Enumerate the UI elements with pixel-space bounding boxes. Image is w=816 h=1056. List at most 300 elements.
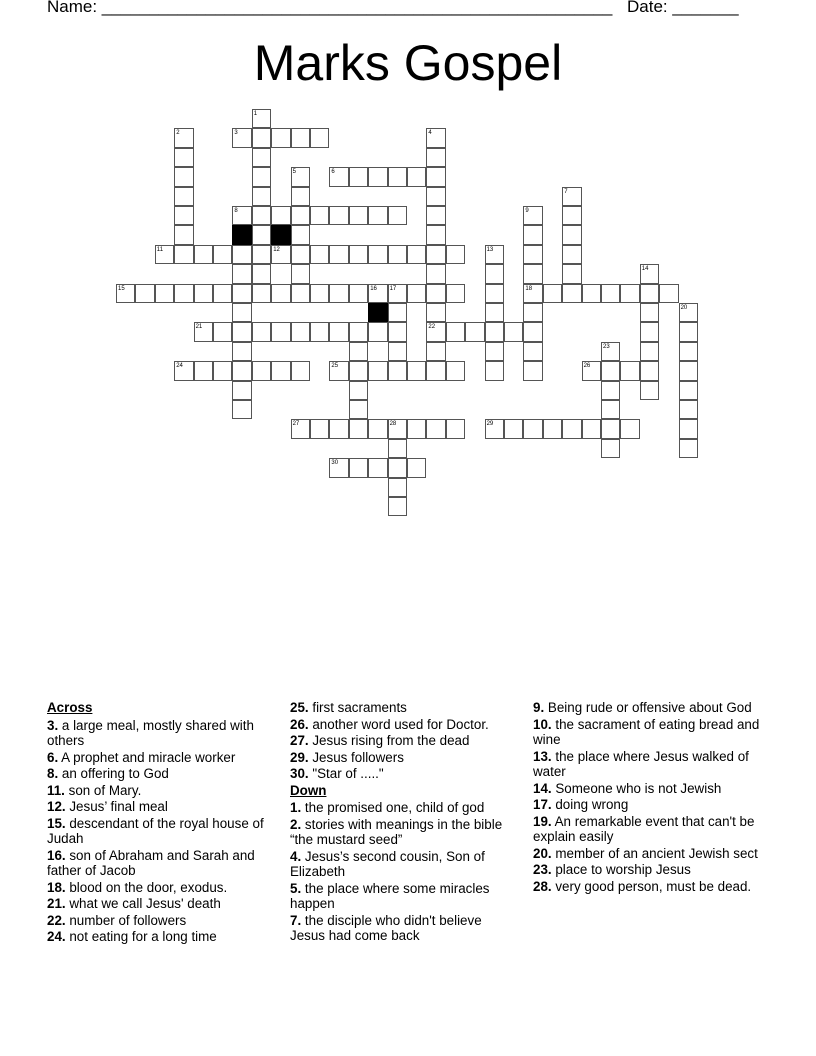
clue-item — [290, 733, 520, 749]
clue-number: 23 — [603, 343, 610, 350]
across-heading: Across — [47, 700, 93, 715]
clue-item — [47, 783, 277, 799]
grid-cell[interactable] — [523, 303, 542, 322]
clue-text: son of Mary. — [68, 782, 142, 798]
clue-text: what we call Jesus' death — [69, 896, 221, 911]
grid-cell[interactable] — [291, 245, 310, 264]
grid-cell[interactable] — [620, 361, 639, 380]
grid-cell[interactable] — [329, 458, 348, 477]
clue-item — [47, 913, 277, 929]
grid-cell[interactable] — [349, 400, 368, 419]
clue-item — [290, 800, 520, 816]
grid-cell[interactable] — [388, 439, 407, 458]
grid-cell[interactable] — [659, 284, 678, 303]
clue-text: Jesus followers — [312, 749, 404, 765]
clue-item — [47, 896, 277, 912]
grid-cell[interactable] — [388, 458, 407, 477]
grid-cell[interactable] — [291, 284, 310, 303]
grid-cell[interactable] — [329, 419, 348, 438]
grid-cell[interactable] — [485, 264, 504, 283]
grid-cell[interactable] — [640, 284, 659, 303]
clue-number: 16 — [370, 285, 377, 292]
grid-cell[interactable] — [485, 342, 504, 361]
grid-cell[interactable] — [252, 245, 271, 264]
grid-cell[interactable] — [310, 419, 329, 438]
grid-cell[interactable] — [213, 361, 232, 380]
clue-number: 18 — [525, 285, 533, 292]
clues-column-3 — [533, 700, 768, 895]
grid-cell[interactable] — [388, 322, 407, 341]
grid-cell[interactable] — [271, 206, 290, 225]
grid-cell[interactable] — [252, 148, 271, 167]
grid-cell[interactable] — [252, 109, 271, 128]
grid-cell[interactable] — [368, 167, 387, 186]
page-title: Marks Gospel — [253, 35, 563, 91]
clue-number-label: 21. — [47, 896, 66, 911]
grid-cell[interactable] — [504, 322, 523, 341]
clue-number: 21 — [195, 324, 203, 331]
clue-number-label: 18. — [47, 879, 66, 895]
grid-cell[interactable] — [213, 245, 232, 264]
clue-text: "Star of ....." — [312, 766, 384, 781]
clue-text: first sacraments — [312, 700, 407, 715]
clue-item — [533, 879, 768, 895]
clue-text: Jesus’s second cousin, Son of Elizabeth — [290, 848, 485, 879]
grid-cell[interactable] — [310, 284, 329, 303]
grid-cell[interactable] — [329, 361, 348, 380]
grid-cell[interactable] — [329, 322, 348, 341]
clue-number-label: 26. — [290, 716, 309, 732]
grid-cell[interactable] — [388, 342, 407, 361]
grid-cell[interactable] — [291, 322, 310, 341]
clue-text: doing wrong — [555, 797, 629, 812]
grid-cell[interactable] — [640, 381, 659, 400]
clue-text: Someone who is not Jewish — [555, 780, 722, 796]
clue-number: 6 — [331, 169, 335, 176]
clue-text: an offering to God — [61, 766, 169, 781]
grid-cell[interactable] — [640, 264, 659, 283]
grid-cell[interactable] — [252, 264, 271, 283]
clue-number-label: 5. — [290, 880, 302, 896]
clue-item — [533, 797, 768, 813]
grid-cell[interactable] — [601, 419, 620, 438]
clue-item — [533, 749, 768, 780]
grid-cell[interactable] — [368, 245, 387, 264]
grid-cell[interactable] — [232, 128, 251, 147]
grid-cell[interactable] — [310, 322, 329, 341]
grid-cell[interactable] — [446, 284, 465, 303]
grid-cell[interactable] — [174, 225, 193, 244]
clue-number: 15 — [118, 285, 125, 292]
grid-cell[interactable] — [388, 361, 407, 380]
clue-number-label: 13. — [533, 748, 552, 764]
grid-cell[interactable] — [407, 167, 426, 186]
clue-item — [47, 799, 277, 815]
grid-cell[interactable] — [426, 187, 445, 206]
clue-item — [47, 848, 277, 879]
grid-cell[interactable] — [446, 419, 465, 438]
grid-cell[interactable] — [523, 264, 542, 283]
grid-cell[interactable] — [271, 128, 290, 147]
clue-item — [290, 913, 520, 944]
grid-cell[interactable] — [620, 419, 639, 438]
clue-number-label: 3. — [47, 717, 59, 733]
grid-cell[interactable] — [213, 322, 232, 341]
clue-number: 22 — [428, 324, 436, 331]
grid-cell[interactable] — [562, 245, 581, 264]
grid-cell[interactable] — [582, 419, 601, 438]
clue-item — [533, 814, 768, 845]
grid-cell[interactable] — [271, 284, 290, 303]
grid-cell[interactable] — [679, 322, 698, 341]
grid-cell[interactable] — [252, 361, 271, 380]
grid-cell[interactable] — [388, 497, 407, 516]
grid-cell[interactable] — [407, 361, 426, 380]
clue-text: the place where Jesus walked of water — [533, 748, 749, 779]
grid-cell[interactable] — [291, 206, 310, 225]
clue-number-label: 16. — [47, 847, 66, 863]
grid-cell[interactable] — [388, 284, 407, 303]
grid-cell[interactable] — [426, 322, 445, 341]
grid-cell[interactable] — [523, 225, 542, 244]
clue-item — [47, 766, 277, 782]
grid-cell[interactable] — [368, 419, 387, 438]
grid-cell[interactable] — [135, 284, 154, 303]
grid-cell[interactable] — [426, 245, 445, 264]
grid-cell[interactable] — [601, 381, 620, 400]
grid-cell[interactable] — [291, 167, 310, 186]
grid-cell[interactable] — [310, 245, 329, 264]
grid-cell[interactable] — [426, 284, 445, 303]
clue-text: number of followers — [69, 912, 187, 928]
grid-cell[interactable] — [446, 322, 465, 341]
grid-cell[interactable] — [194, 245, 213, 264]
grid-cell[interactable] — [252, 322, 271, 341]
grid-cell[interactable] — [426, 361, 445, 380]
grid-cell[interactable] — [601, 284, 620, 303]
grid-cell[interactable] — [426, 342, 445, 361]
grid-cell[interactable] — [349, 167, 368, 186]
grid-cell[interactable] — [388, 245, 407, 264]
grid-cell[interactable] — [174, 284, 193, 303]
grid-cell[interactable] — [523, 206, 542, 225]
grid-cell-black — [232, 225, 251, 244]
clue-number-label: 9. — [533, 700, 545, 715]
clue-number-label: 6. — [47, 749, 59, 765]
clue-item — [47, 880, 277, 896]
grid-cell[interactable] — [368, 361, 387, 380]
grid-cell[interactable] — [368, 458, 387, 477]
grid-cell[interactable] — [349, 284, 368, 303]
grid-cell[interactable] — [232, 284, 251, 303]
grid-cell[interactable] — [349, 206, 368, 225]
grid-cell[interactable] — [640, 303, 659, 322]
grid-cell[interactable] — [174, 148, 193, 167]
grid-cell[interactable] — [679, 342, 698, 361]
clue-item — [290, 717, 520, 733]
grid-cell[interactable] — [426, 264, 445, 283]
grid-cell[interactable] — [388, 206, 407, 225]
clue-number-label: 20. — [533, 845, 552, 861]
clue-number-label: 12. — [47, 799, 66, 814]
grid-cell[interactable] — [388, 303, 407, 322]
clue-number: 26 — [583, 363, 591, 370]
grid-cell[interactable] — [174, 128, 193, 147]
clue-item — [47, 816, 277, 847]
grid-cell[interactable] — [368, 206, 387, 225]
grid-cell[interactable] — [252, 187, 271, 206]
grid-cell[interactable] — [271, 361, 290, 380]
clue-item — [290, 750, 520, 766]
grid-cell[interactable] — [407, 419, 426, 438]
clue-text: very good person, must be dead. — [555, 878, 752, 894]
grid-cell[interactable] — [232, 245, 251, 264]
grid-cell[interactable] — [562, 187, 581, 206]
grid-cell[interactable] — [426, 303, 445, 322]
grid-cell[interactable] — [271, 322, 290, 341]
clue-item — [47, 718, 277, 749]
clue-number-label: 17. — [533, 797, 552, 812]
grid-cell[interactable] — [407, 284, 426, 303]
grid-cell[interactable] — [407, 458, 426, 477]
grid-cell[interactable] — [310, 206, 329, 225]
clue-number-label: 15. — [47, 815, 66, 831]
grid-cell[interactable] — [349, 458, 368, 477]
grid-cell[interactable] — [562, 206, 581, 225]
grid-cell[interactable] — [349, 245, 368, 264]
grid-cell[interactable] — [252, 225, 271, 244]
clue-number: 5 — [292, 169, 296, 176]
clue-text: blood on the door, exodus. — [69, 879, 228, 895]
grid-cell[interactable] — [232, 303, 251, 322]
clue-number: 27 — [292, 421, 300, 428]
grid-cell[interactable] — [329, 206, 348, 225]
grid-cell-black — [368, 303, 387, 322]
grid-cell[interactable] — [174, 206, 193, 225]
clue-number: 28 — [389, 421, 397, 428]
grid-cell[interactable] — [174, 361, 193, 380]
clue-number-label: 1. — [290, 800, 302, 815]
clue-number: 14 — [641, 266, 649, 273]
clue-number-label: 30. — [290, 766, 309, 781]
clue-text: Being rude or offensive about God — [547, 700, 752, 715]
clue-number: 2 — [176, 130, 180, 137]
clue-item — [290, 817, 520, 848]
grid-cell[interactable] — [640, 342, 659, 361]
grid-cell[interactable] — [252, 128, 271, 147]
grid-cell[interactable] — [232, 400, 251, 419]
grid-cell[interactable] — [194, 361, 213, 380]
grid-cell[interactable] — [271, 245, 290, 264]
grid-cell[interactable] — [640, 322, 659, 341]
grid-cell[interactable] — [485, 322, 504, 341]
clue-text: another word used for Doctor. — [312, 716, 489, 732]
clue-number-label: 11. — [47, 782, 65, 798]
grid-cell[interactable] — [252, 284, 271, 303]
grid-cell[interactable] — [485, 284, 504, 303]
clue-text: a large meal, mostly shared with others — [47, 717, 254, 748]
grid-cell[interactable] — [368, 284, 387, 303]
name-field[interactable]: Name: ______________________________________________________ — [47, 0, 613, 16]
grid-cell[interactable] — [679, 419, 698, 438]
grid-cell[interactable] — [679, 361, 698, 380]
grid-cell[interactable] — [349, 361, 368, 380]
grid-cell[interactable] — [388, 167, 407, 186]
clue-number: 17 — [389, 285, 397, 292]
clue-item — [290, 700, 520, 716]
grid-cell[interactable] — [679, 400, 698, 419]
grid-cell[interactable] — [562, 264, 581, 283]
grid-cell[interactable] — [601, 439, 620, 458]
grid-cell[interactable] — [426, 128, 445, 147]
clues-column-2 — [290, 700, 520, 945]
grid-cell[interactable] — [194, 322, 213, 341]
clue-text: descendant of the royal house of Judah — [47, 815, 264, 846]
grid-cell[interactable] — [368, 322, 387, 341]
clue-number-label: 22. — [47, 912, 66, 928]
grid-cell[interactable] — [155, 245, 174, 264]
grid-cell[interactable] — [349, 419, 368, 438]
grid-cell[interactable] — [232, 322, 251, 341]
clue-text: place to worship Jesus — [555, 862, 691, 877]
grid-cell[interactable] — [446, 361, 465, 380]
grid-cell[interactable] — [562, 225, 581, 244]
grid-cell[interactable] — [446, 245, 465, 264]
grid-cell[interactable] — [601, 342, 620, 361]
clue-number: 3 — [234, 130, 238, 137]
clue-text: the place where some miracles happen — [290, 880, 490, 911]
clue-text: the promised one, child of god — [304, 800, 485, 815]
clue-number-label: 8. — [47, 766, 59, 781]
grid-cell[interactable] — [504, 419, 523, 438]
clue-item — [533, 700, 768, 716]
grid-cell[interactable] — [485, 419, 504, 438]
grid-cell[interactable] — [291, 128, 310, 147]
grid-cell[interactable] — [562, 284, 581, 303]
grid-cell[interactable] — [232, 361, 251, 380]
grid-cell[interactable] — [213, 284, 232, 303]
grid-cell[interactable] — [174, 167, 193, 186]
grid-cell[interactable] — [252, 167, 271, 186]
grid-cell[interactable] — [485, 303, 504, 322]
grid-cell[interactable] — [485, 245, 504, 264]
grid-cell[interactable] — [291, 225, 310, 244]
grid-cell[interactable] — [426, 167, 445, 186]
grid-cell[interactable] — [485, 361, 504, 380]
grid-cell[interactable] — [601, 400, 620, 419]
grid-cell[interactable] — [543, 284, 562, 303]
grid-cell[interactable] — [349, 322, 368, 341]
grid-cell[interactable] — [232, 342, 251, 361]
grid-cell[interactable] — [426, 148, 445, 167]
grid-cell[interactable] — [523, 322, 542, 341]
clue-number: 1 — [253, 111, 258, 117]
clue-number-label: 10. — [533, 716, 552, 732]
grid-cell[interactable] — [523, 284, 542, 303]
grid-cell[interactable] — [232, 381, 251, 400]
clue-item — [47, 750, 277, 766]
clue-number-label: 19. — [533, 813, 552, 829]
grid-cell[interactable] — [174, 187, 193, 206]
grid-cell[interactable] — [329, 284, 348, 303]
grid-cell[interactable] — [232, 206, 251, 225]
clue-number: 30 — [331, 460, 339, 467]
clues-column-1 — [47, 700, 277, 946]
grid-cell[interactable] — [291, 264, 310, 283]
grid-cell[interactable] — [523, 245, 542, 264]
clue-text: stories with meanings in the bible “the mustard seed” — [290, 816, 503, 847]
grid-cell[interactable] — [426, 419, 445, 438]
grid-cell[interactable] — [291, 187, 310, 206]
grid-cell[interactable] — [174, 245, 193, 264]
grid-cell[interactable] — [601, 361, 620, 380]
grid-cell[interactable] — [426, 225, 445, 244]
grid-cell[interactable] — [543, 419, 562, 438]
clue-number: 24 — [176, 363, 183, 370]
grid-cell[interactable] — [407, 245, 426, 264]
clue-number: 13 — [486, 246, 494, 253]
grid-cell[interactable] — [388, 478, 407, 497]
clue-item — [47, 929, 277, 945]
grid-cell[interactable] — [329, 245, 348, 264]
grid-cell[interactable] — [679, 303, 698, 322]
grid-cell[interactable] — [679, 439, 698, 458]
clue-item — [533, 717, 768, 748]
grid-cell[interactable] — [523, 419, 542, 438]
grid-cell[interactable] — [349, 381, 368, 400]
grid-cell[interactable] — [465, 322, 484, 341]
clue-number-label: 28. — [533, 878, 552, 894]
grid-cell[interactable] — [310, 128, 329, 147]
grid-cell[interactable] — [329, 167, 348, 186]
grid-cell[interactable] — [582, 361, 601, 380]
grid-cell[interactable] — [388, 419, 407, 438]
clue-text: member of an ancient Jewish sect — [555, 845, 758, 861]
grid-cell[interactable] — [523, 361, 542, 380]
clue-item — [290, 881, 520, 912]
grid-cell[interactable] — [155, 284, 174, 303]
grid-cell[interactable] — [426, 206, 445, 225]
clue-number: 7 — [564, 188, 568, 195]
clue-text: An remarkable event that can't be explain easily — [533, 813, 755, 844]
clue-item — [533, 846, 768, 862]
grid-cell[interactable] — [291, 361, 310, 380]
grid-cell[interactable] — [523, 342, 542, 361]
grid-cell[interactable] — [252, 206, 271, 225]
clue-number: 9 — [525, 208, 529, 214]
grid-cell[interactable] — [194, 284, 213, 303]
grid-cell[interactable] — [620, 284, 639, 303]
grid-cell[interactable] — [582, 284, 601, 303]
clue-text: not eating for a long time — [69, 929, 217, 944]
grid-cell[interactable] — [232, 264, 251, 283]
clue-number: 20 — [680, 305, 688, 311]
clue-number-label: 2. — [290, 816, 302, 832]
grid-cell-black — [271, 225, 290, 244]
clue-text: A prophet and miracle worker — [61, 749, 236, 765]
grid-cell[interactable] — [562, 419, 581, 438]
clue-text: Jesus’ final meal — [69, 799, 168, 814]
grid-cell[interactable] — [640, 361, 659, 380]
date-field[interactable]: Date: _______ — [627, 0, 739, 16]
grid-cell[interactable] — [116, 284, 135, 303]
grid-cell[interactable] — [679, 381, 698, 400]
clue-text: the disciple who didn't believe Jesus had come back — [290, 912, 482, 943]
grid-cell[interactable] — [291, 419, 310, 438]
clue-text: son of Abraham and Sarah and father of Jacob — [47, 847, 255, 878]
grid-cell[interactable] — [349, 342, 368, 361]
clue-number: 12 — [273, 246, 280, 253]
